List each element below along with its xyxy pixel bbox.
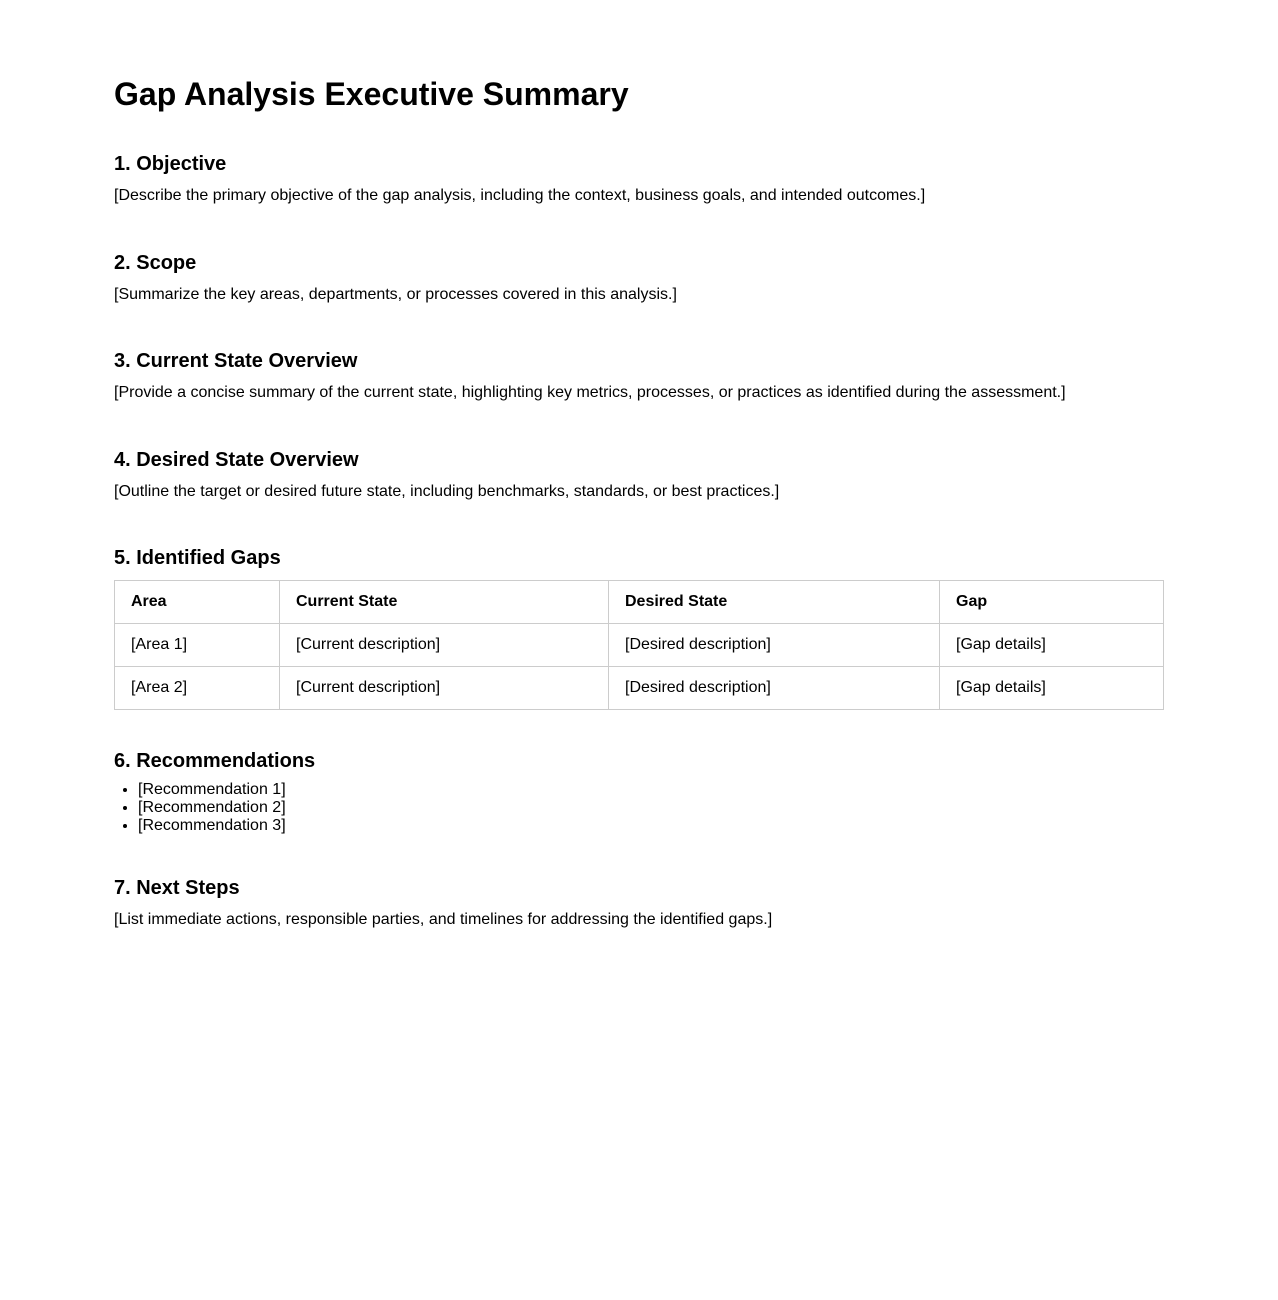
table-row <box>115 624 1164 667</box>
cell-gap: [Gap details] <box>940 667 1164 710</box>
table-header-row <box>115 581 1164 624</box>
section-body: [Outline the target or desired future state, including benchmarks, standards, or best practices.] <box>114 483 780 500</box>
section-heading: 1. Objective <box>114 153 227 175</box>
section-body: [Describe the primary objective of the gap analysis, including the context, business goals, and intended outcomes.] <box>114 187 926 204</box>
section-heading: 7. Next Steps <box>114 877 240 899</box>
column-header-gap: Gap <box>940 581 1164 624</box>
cell-current-state: [Current description] <box>280 667 609 710</box>
list-item: • [Recommendation 3] <box>138 817 1164 835</box>
cell-current-state: [Current description] <box>280 624 609 667</box>
section-heading: 4. Desired State Overview <box>114 449 359 471</box>
cell-gap: [Gap details] <box>940 624 1164 667</box>
cell-desired-state: [Desired description] <box>609 667 940 710</box>
section-body: [Summarize the key areas, departments, or processes covered in this analysis.] <box>114 286 677 303</box>
section-heading: 6. Recommendations <box>114 750 316 772</box>
cell-area: [Area 2] <box>115 667 280 710</box>
section-desired-state <box>114 448 1164 502</box>
table-row <box>115 667 1164 710</box>
section-recommendations <box>114 749 1164 835</box>
section-next-steps <box>114 876 1164 930</box>
section-current-state <box>114 349 1164 403</box>
section-heading: 5. Identified Gaps <box>114 547 281 569</box>
section-heading: 3. Current State Overview <box>114 350 358 372</box>
column-header-desired-state: Desired State <box>609 581 940 624</box>
section-identified-gaps <box>114 546 1164 710</box>
column-header-current-state: Current State <box>280 581 609 624</box>
section-body: [Provide a concise summary of the current state, highlighting key metrics, processes, or practices as identified during the assessment.] <box>114 384 1066 401</box>
page-title: Gap Analysis Executive Summary <box>114 76 629 112</box>
recommendations-list <box>114 781 1164 835</box>
section-objective <box>114 152 1164 206</box>
cell-desired-state: [Desired description] <box>609 624 940 667</box>
section-body: [List immediate actions, responsible parties, and timelines for addressing the identified gaps.] <box>114 911 773 928</box>
list-item: • [Recommendation 2] <box>138 799 1164 817</box>
section-scope <box>114 251 1164 305</box>
gaps-table <box>114 580 1164 710</box>
section-heading: 2. Scope <box>114 252 197 274</box>
column-header-area: Area <box>115 581 280 624</box>
cell-area: [Area 1] <box>115 624 280 667</box>
list-item: • [Recommendation 1] <box>138 781 1164 799</box>
